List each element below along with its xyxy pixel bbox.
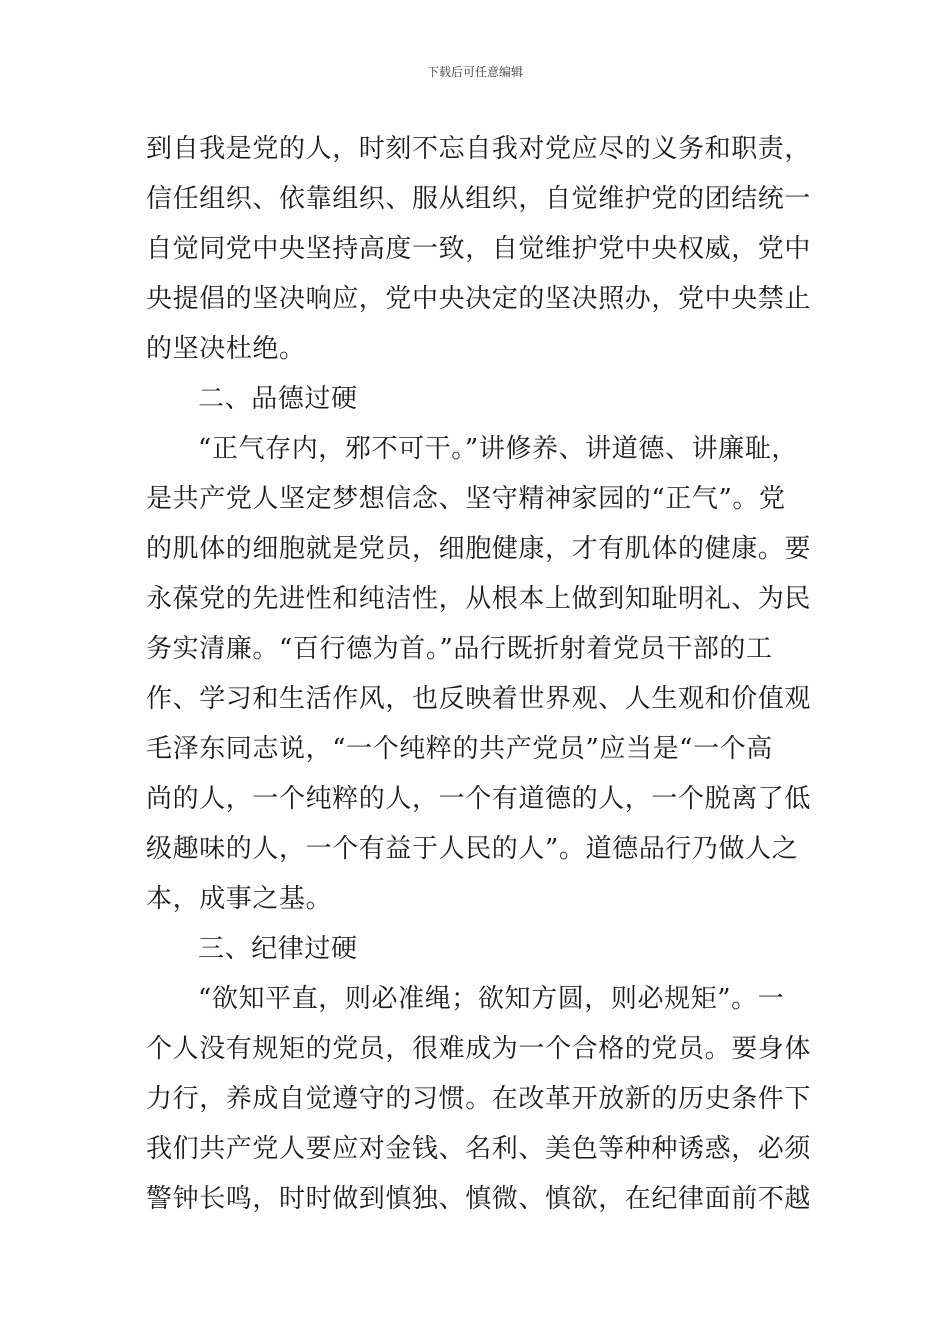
text-line: 级趣味的人，一个有益于人民的人”。道德品行乃做人之 [146,834,799,864]
text-line: 务实清廉。“百行德为首。”品行既折射着党员干部的工 [146,634,773,664]
text-line: 的肌体的细胞就是党员，细胞健康，才有肌体的健康。要 [146,534,812,564]
text-line: 警钟长鸣，时时做到慎独、慎微、慎欲，在纪律面前不越 [146,1184,812,1214]
text-line: “正气存内，邪不可干。”讲修养、讲道德、讲廉耻， [198,434,798,464]
text-line: 我们共产党人要应对金钱、名利、美色等种种诱惑，必须 [146,1134,812,1164]
page-header: 下载后可任意编辑 [426,65,523,79]
text-line: 作、学习和生活作风，也反映着世界观、人生观和价值观 [146,684,812,714]
text-line: 自觉同党中央坚持高度一致，自觉维护党中央权威，党中 [146,234,812,264]
document-body [146,124,811,1224]
section-heading: 三、纪律过硬 [198,934,358,964]
text-line: 本，成事之基。 [146,884,333,914]
text-line: 尚的人，一个纯粹的人，一个有道德的人，一个脱离了低 [146,784,812,814]
section-heading: 二、品德过硬 [198,384,358,414]
text-line: 信任组织、依靠组织、服从组织，自觉维护党的团结统一 [146,184,812,214]
text-line: 的坚决杜绝。 [146,334,306,364]
text-line: 力行，养成自觉遵守的习惯。在改革开放新的历史条件下 [146,1084,812,1114]
text-line: 是共产党人坚定梦想信念、坚守精神家园的“正气”。党 [146,484,786,514]
text-line: 毛泽东同志说，“一个纯粹的共产党员”应当是“一个高 [146,734,773,764]
text-line: 央提倡的坚决响应，党中央决定的坚决照办，党中央禁止 [146,284,812,314]
text-line: 永葆党的先进性和纯洁性，从根本上做到知耻明礼、为民 [146,584,812,614]
text-line: “欲知平直，则必准绳；欲知方圆，则必规矩”。一 [198,984,785,1014]
text-line: 到自我是党的人，时刻不忘自我对党应尽的义务和职责， [146,134,812,164]
text-line: 个人没有规矩的党员，很难成为一个合格的党员。要身体 [146,1034,812,1064]
